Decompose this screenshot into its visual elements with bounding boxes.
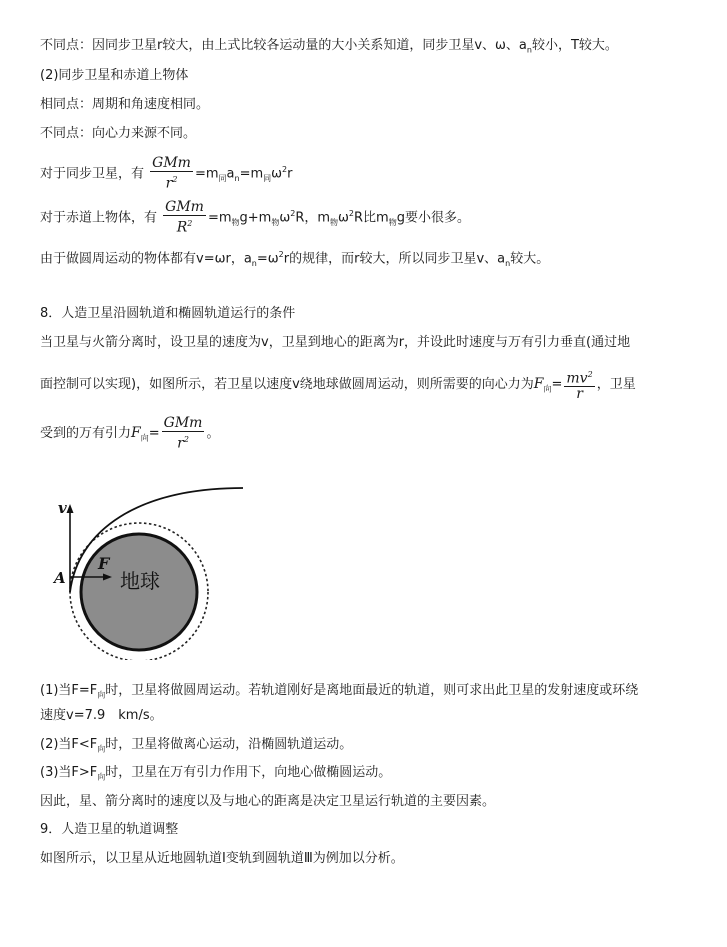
exponent: 2 — [172, 175, 178, 184]
label-F: F — [98, 554, 110, 573]
equals-sign: = — [551, 377, 563, 392]
exponent: 2 — [290, 209, 296, 218]
text: =m — [239, 166, 264, 182]
formula-equator-object — [40, 196, 470, 241]
exponent: 2 — [587, 369, 593, 379]
subscript: n — [526, 45, 532, 55]
text: g+m — [239, 210, 272, 226]
case-2 — [40, 737, 352, 758]
F: F — [533, 376, 544, 392]
denominator — [163, 215, 206, 236]
denominator — [162, 431, 205, 452]
subscript: 物 — [330, 217, 339, 227]
label-v: v — [58, 499, 67, 517]
text: ω — [271, 166, 283, 182]
exponent: 2 — [282, 165, 288, 174]
text: 时，卫星将做圆周运动。若轨道刚好是离地面最近的轨道，则可求出此卫星的发射速度或环绕 — [105, 683, 639, 698]
text: 对于赤道上物体，有 — [40, 210, 158, 226]
heading-section-8: 8．人造卫星沿圆轨道和椭圆轨道运行的条件 — [40, 306, 296, 321]
text: 时，卫星将做离心运动，沿椭圆轨道运动。 — [105, 737, 353, 752]
subscript: 同 — [263, 173, 272, 183]
text: ，卫星 — [596, 377, 636, 392]
paragraph-same-point: 相同点：周期和角速度相同。 — [40, 97, 210, 112]
mv: mv — [566, 370, 588, 387]
heading-section-9: 9．人造卫星的轨道调整 — [40, 822, 179, 837]
numerator: GMm — [152, 155, 191, 171]
subscript: 物 — [388, 217, 397, 227]
fraction-gmm-r2 — [162, 416, 205, 452]
denominator — [150, 171, 193, 192]
text: (2)当F<F — [40, 737, 98, 752]
case-1-line-b: 速度v=7.9 km/s。 — [40, 708, 163, 723]
text: =m — [207, 210, 232, 226]
subscript: 向 — [140, 433, 149, 443]
numerator: GMm — [165, 199, 204, 215]
text: a — [226, 166, 235, 182]
text: R比m — [354, 210, 389, 226]
text: 受到的万有引力 — [40, 426, 132, 441]
text: (3)当F>F — [40, 765, 98, 780]
subscript: 物 — [271, 217, 280, 227]
subscript: 物 — [231, 217, 240, 227]
R: R — [176, 219, 188, 236]
text: ω — [279, 210, 291, 226]
label-earth: 地球 — [120, 569, 160, 593]
text: =ω — [256, 251, 279, 267]
subscript: 向 — [97, 772, 106, 782]
paragraph-therefore: 因此，星、箭分离时的速度以及与地心的距离是决定卫星运行轨道的主要因素。 — [40, 794, 496, 809]
paragraph-section-8-b — [40, 364, 636, 410]
subscript: n — [234, 173, 240, 183]
equals-sign: = — [148, 426, 160, 441]
text: 。 — [206, 426, 220, 441]
case-1-line-a — [40, 683, 638, 704]
F: F — [131, 425, 141, 441]
exponent: 2 — [183, 434, 189, 444]
text: r — [287, 166, 293, 182]
text: 较大。 — [510, 251, 550, 267]
subscript: 向 — [97, 744, 106, 754]
fraction-gmm-R2 — [163, 200, 206, 236]
text: R，m — [295, 210, 331, 226]
numerator: GMm — [163, 414, 203, 431]
paragraph-conclusion — [40, 247, 549, 272]
paragraph-difference-2: 不同点：向心力来源不同。 — [40, 126, 197, 141]
exponent: 2 — [187, 219, 193, 228]
r: r — [165, 175, 173, 192]
satellite-orbit-figure — [48, 480, 258, 660]
paragraph-section-8-a: 当卫星与火箭分离时，设卫星的速度为v，卫星到地心的距离为r，并设此时速度与万有引力垂直(通过地 — [40, 335, 631, 350]
text: 时，卫星在万有引力作用下，向地心做椭圆运动。 — [105, 765, 392, 780]
formula-sync-satellite — [40, 152, 292, 197]
text: =m — [194, 166, 219, 182]
denominator: r — [564, 386, 594, 402]
fraction-mv2-r — [564, 367, 594, 403]
fraction-gmm-r2 — [150, 156, 193, 192]
text: (1)当F=F — [40, 683, 98, 698]
text: 不同点：因同步卫星r较大，由上式比较各运动量的大小关系知道，同步卫星v、ω、a — [40, 38, 527, 53]
case-3 — [40, 765, 391, 786]
text: 较小，T较大。 — [531, 38, 618, 53]
subscript: 向 — [97, 690, 106, 700]
velocity-arrowhead — [67, 504, 74, 513]
text: r的规律，而r较大，所以同步卫星v、a — [283, 251, 506, 267]
text: ω — [338, 210, 349, 226]
text: 由于做圆周运动的物体都有v=ωr，a — [40, 251, 252, 267]
paragraph-section-9: 如图所示，以卫星从近地圆轨道Ⅰ变轨到圆轨道Ⅲ为例加以分析。 — [40, 851, 404, 866]
text: 对于同步卫星，有 — [40, 166, 145, 182]
subheading-sync-and-equator: (2)同步卫星和赤道上物体 — [40, 68, 189, 83]
exponent: 2 — [278, 250, 284, 259]
paragraph-section-8-c — [40, 413, 219, 459]
subscript: 向 — [543, 384, 552, 394]
text: g要小很多。 — [396, 210, 470, 226]
text: 面控制可以实现)，如图所示，若卫星以速度v绕地球做圆周运动，则所需要的向心力为 — [40, 377, 534, 392]
exponent: 2 — [348, 209, 354, 218]
r: r — [177, 435, 184, 452]
subscript: n — [505, 258, 511, 268]
paragraph-difference-1 — [40, 38, 618, 59]
subscript: n — [251, 258, 257, 268]
numerator — [564, 367, 594, 387]
label-A: A — [54, 569, 66, 587]
subscript: 同 — [218, 173, 227, 183]
